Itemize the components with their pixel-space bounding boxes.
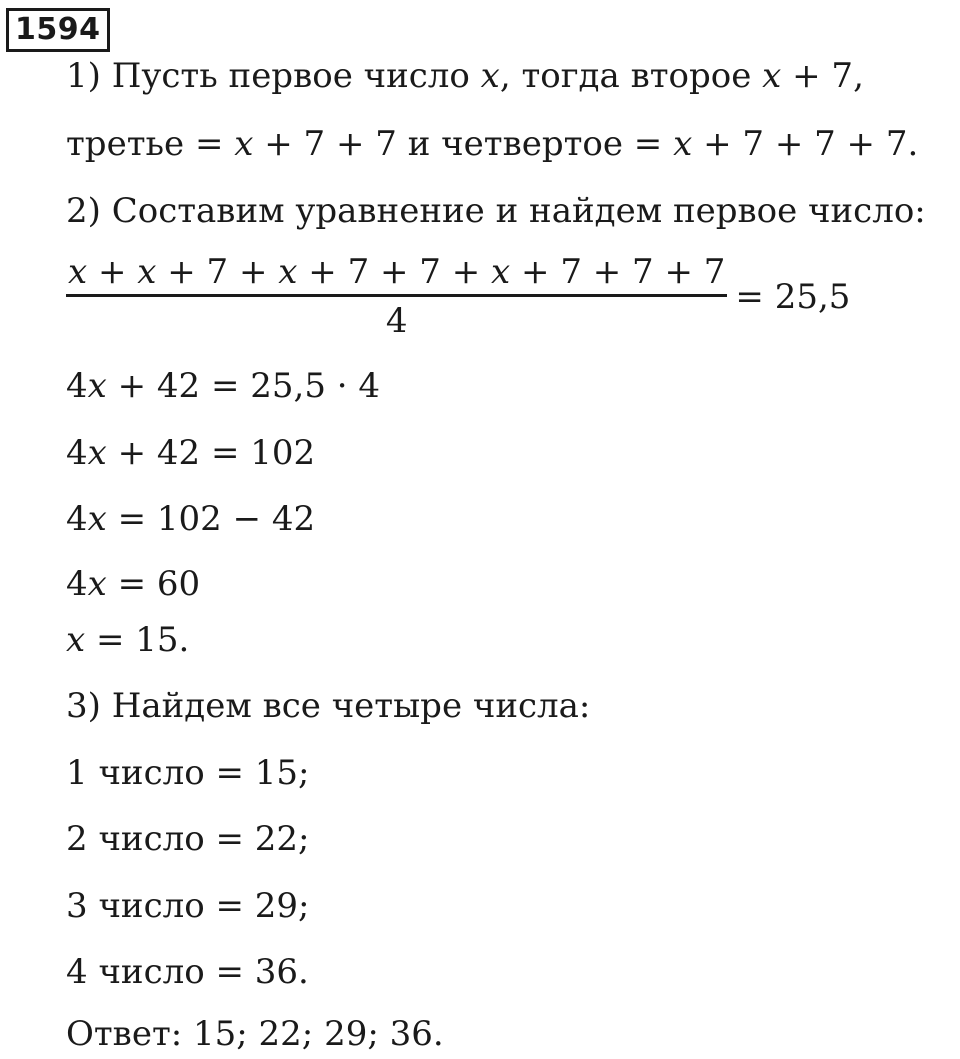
problem-number: 1594 <box>6 8 110 52</box>
equation-step-1: 4𝑥 + 42 = 25,5 · 4 <box>66 366 381 406</box>
equation-step-4: 4𝑥 = 60 <box>66 564 201 604</box>
equation-right-side: = 25,5 <box>735 276 851 317</box>
fraction-numerator: 𝑥 + 𝑥 + 7 + 𝑥 + 7 + 7 + 𝑥 + 7 + 7 + 7 <box>68 252 726 292</box>
fraction-denominator: 4 <box>385 301 408 341</box>
fraction-bar <box>66 294 727 297</box>
number-2: 2 число = 22; <box>66 819 310 859</box>
number-4: 4 число = 36. <box>66 952 309 992</box>
equation-step-2: 4𝑥 + 42 = 102 <box>66 433 316 473</box>
step-2-heading: 2) Составим уравнение и найдем первое число: <box>66 191 926 231</box>
equation-solution: 𝑥 = 15. <box>66 620 190 660</box>
average-equation <box>66 252 850 341</box>
answer: Ответ: 15; 22; 29; 36. <box>66 1014 444 1054</box>
number-1: 1 число = 15; <box>66 753 310 793</box>
step-3-heading: 3) Найдем все четыре числа: <box>66 686 591 726</box>
step-1-text: 1) Пусть первое число 𝑥, тогда второе 𝑥 + 7, <box>66 56 864 96</box>
equation-step-3: 4𝑥 = 102 − 42 <box>66 499 316 539</box>
step-1-continuation: третье = 𝑥 + 7 + 7 и четвертое = 𝑥 + 7 + 7 + 7. <box>66 124 919 164</box>
fraction <box>66 252 727 341</box>
number-3: 3 число = 29; <box>66 886 310 926</box>
